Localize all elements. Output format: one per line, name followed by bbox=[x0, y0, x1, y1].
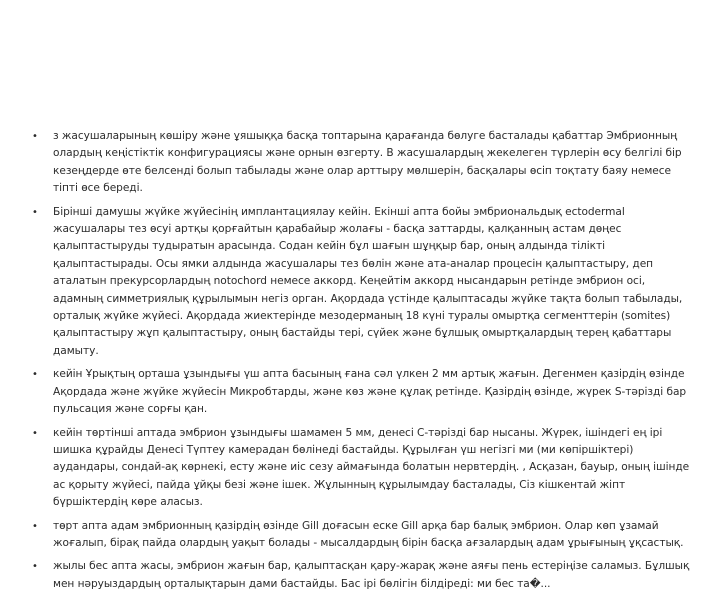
bullet-dot-icon: • bbox=[32, 131, 38, 142]
bullet-text: кейін Ұрықтың орташа ұзындығы үш апта басының ғана сәл үлкен 2 мм артық жағын. Дегенмен қазірдің өзінде Ақордада және жүйке жүйесін Микробтарды, және көз және құлақ ретінде. Қазірдің өзінде, жүрек S-тәрізді бар пульсация және сорғы қан. bbox=[53, 368, 687, 416]
bullet-dot-icon: • bbox=[32, 427, 38, 439]
bullet-item bbox=[28, 558, 696, 593]
bullet-text: Бірінші дамушы жүйке жүйесінің имплантациялау кейін. Екінші апта бойы эмбриональдық ectodermal жасушалары тез өсуі артқы қорғайтын қарабайыр жолағы - басқа заттарды, қалқанның астам дөңес қалыптастыруды тудыратын арасында. Содан кейін бұл шағын шұңқыр бар, оның алдында тілікті қалыптастырады. Осы ямки алдында жасушалары тез бөлін және ата-аналар процесін қалыптастыру, деп аталатын прекурсорлардың notochord немесе аккорд. Кеңейтім аккорд нысандарын ретінде эмбрион осі, адамның симметриялық құрылымын негіз орган. Ақордада үстінде қалыптасады жүйке тақта болып табылады, орталық жүйке жүйесі. Ақордада жиектерінде мезодерманың 18 күні туралы омыртқа сегменттерін (somites) қалыптастыру жұп қалыптастыру, оның бастайды тері, сүйек және бұлшық омыртқалардың терең қабаттары дамыту. bbox=[53, 205, 683, 357]
bullet-text: төрт апта адам эмбрионның қазірдің өзінде Gill доғасын еске Gill арқа бар балық эмбрион. Олар көп ұзамай жоғалып, бірақ пайда олардың уақыт болады - мысалдардың бірін басқа ағзалардың адам ұрығының ұқсастық. bbox=[53, 519, 684, 549]
bullet-item bbox=[28, 518, 696, 553]
bullet-text: жылы бес апта жасы, эмбрион жағын бар, қалыптасқан қару-жарақ және аяғы пень естеріңізе саламыз. Бұлшық мен нәруыздардың орталықтарын дами бастайды. Бас ірі бөлігін білдіреді: ми бес та�... bbox=[53, 560, 690, 590]
bullet-item bbox=[28, 128, 696, 198]
bullet-dot-icon: • bbox=[32, 369, 38, 381]
bullet-text: з жасушаларының көшіру және ұяшыққа басқа топтарына қарағанда бөлуге басталады қабаттар Эмбрионның олардың кеңістіктік конфигурациясы және орнын өзгерту. В жасушалардың жекелеген түрлерін өсу белгілі бір кезеңдерде өте белсенді болып табылады және олар арттыру мөлшерін, басқалары өсіп тоқтату баяу немесе тіпті өсе береді. bbox=[53, 130, 682, 195]
bullet-dot-icon: • bbox=[32, 206, 38, 218]
bullet-text: кейін төртінші аптада эмбрион ұзындығы шамамен 5 мм, денесі C-тәрізді бар нысаны. Жүрек, ішіндегі ең ірі шишка құрайды Денесі Түптеу камерадан бөлінеді бастайды. Құрылған үш негізгі ми (ми көпіршіктері) аудандары, сондай-ақ көрнекі, есту және иіс сезу аймағында болатын нервтердің. , Асқазан, бауыр, оның ішінде ас қорыту жүйесі, пайда ұйқы безі және ішек. Жұлынның құрылымдау басталады, Сіз кішкентай жіпт бүршіктердің көре аласыз. bbox=[53, 426, 690, 509]
bullet-item bbox=[28, 366, 696, 418]
bullet-dot-icon: • bbox=[32, 561, 38, 573]
bullet-dot-icon: • bbox=[32, 520, 38, 532]
bullet-item bbox=[28, 425, 696, 512]
bullet-list bbox=[28, 128, 696, 599]
bullet-item bbox=[28, 204, 696, 361]
